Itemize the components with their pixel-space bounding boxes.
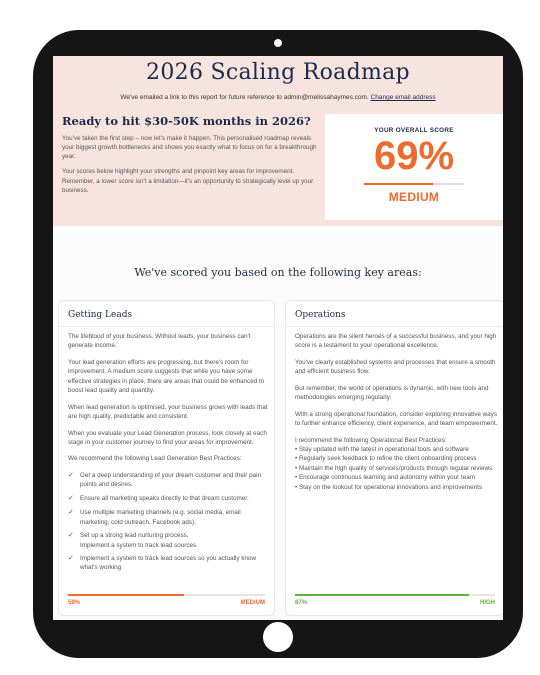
card-score-value: 59% xyxy=(68,600,81,606)
checklist-text: Implement a system to track lead sources so you actually know what's working xyxy=(80,554,257,572)
checklist-text: Use multiple marketing channels (e.g. social media, email marketing, cold outreach, Facebook ads). xyxy=(80,509,241,526)
checklist-text: Ensure all marketing speaks directly to that dream customer. xyxy=(80,494,249,502)
email-notice xyxy=(53,94,503,101)
checkmark-icon: ✓ xyxy=(68,554,74,562)
card-paragraph: You've clearly established systems and processes that ensure a smooth and efficient business flow. xyxy=(295,358,496,376)
bullet-item: • Maintain the high quality of services/products through regular reviews xyxy=(295,464,493,472)
overall-score-label: YOUR OVERALL SCORE xyxy=(374,127,454,134)
card-score-footer xyxy=(68,600,265,606)
page-title: 2026 Scaling Roadmap xyxy=(146,60,410,85)
card-score-bar xyxy=(68,594,265,596)
card-paragraph: We recommend the following Lead Generation Best Practices: xyxy=(68,455,242,463)
overall-score-bar-fill xyxy=(364,183,433,185)
card-paragraph: Your lead generation efforts are progressing, but there's room for improvement. A medium score suggests that while you have some effective strategies in place, there are areas that could be enhanced to boost lead quality and quantity. xyxy=(68,358,265,395)
hero-paragraph: You've taken the first step – now let's make it happen. This personalised roadmap reveals your biggest growth bottlenecks and shows you exactly what to focus on for a breakthrough year. xyxy=(62,135,317,161)
overall-score-card xyxy=(325,114,503,220)
checkmark-icon: ✓ xyxy=(68,471,74,479)
card-paragraph: When you evaluate your Lead Generation process, look closely at each stage in your customer journey to find your areas for improvement. xyxy=(68,429,267,446)
card-score-level: MEDIUM xyxy=(240,600,265,606)
overall-score-value: 69% xyxy=(373,134,455,178)
overall-score-level: MEDIUM xyxy=(388,190,440,204)
bullet-item: • Stay updated with the latest in operational tools and software xyxy=(295,445,469,453)
email-address: admin@melissahaymes.com. xyxy=(283,94,369,101)
checklist-item xyxy=(68,531,268,550)
operations-card xyxy=(285,300,503,616)
card-paragraph: The lifeblood of your business. Without leads, your business can't generate income. xyxy=(68,333,251,350)
card-body xyxy=(68,332,268,577)
hero-intro xyxy=(62,114,322,201)
tablet-frame xyxy=(33,30,523,658)
card-score-level: HIGH xyxy=(480,600,495,606)
card-paragraph: But remember, the world of operations is dynamic, with new tools and methodologies emerging regularly. xyxy=(295,384,489,402)
hero-heading: Ready to hit $30-50K months in 2026? xyxy=(62,114,311,128)
bullet-item: • Regularly seek feedback to refine the client onboarding process xyxy=(295,455,477,463)
email-notice-text: We've emailed a link to this report for future reference to xyxy=(120,94,282,101)
checklist-item xyxy=(68,554,268,573)
home-button[interactable] xyxy=(263,622,293,652)
checkmark-icon: ✓ xyxy=(68,509,74,517)
bullet-item: • Stay on the lookout for operational innovations and improvements xyxy=(295,483,483,491)
report-screen[interactable] xyxy=(53,56,503,620)
checkmark-icon: ✓ xyxy=(68,532,74,540)
report-header xyxy=(53,56,503,226)
list-intro: I recommend the following Operational Best Practices: xyxy=(295,436,447,444)
key-areas-heading: We've scored you based on the following key areas: xyxy=(134,266,422,279)
overall-score-bar xyxy=(364,183,464,185)
checklist-text: Set up a strong lead nurturing process. Implement a system to track lead sources. xyxy=(80,532,198,549)
card-divider xyxy=(286,326,503,327)
hero-paragraph: Your scores below highlight your strengths and pinpoint key areas for improvement. Remember, a lower score isn't a limitation—it's an opportunity to strategically level up your business. xyxy=(62,168,314,194)
card-score-bar-fill xyxy=(295,594,469,596)
checkmark-icon: ✓ xyxy=(68,494,74,502)
card-body xyxy=(295,332,498,492)
getting-leads-card xyxy=(58,300,275,616)
card-paragraph: Operations are the silent heroes of a successful business, and your high score is a testament to your operational excellence. xyxy=(295,333,497,350)
checklist-item xyxy=(68,494,268,505)
card-title: Getting Leads xyxy=(68,310,133,320)
card-paragraph: When lead generation is optimised, your business grows with leads that are high quality, predictable and consistent. xyxy=(68,403,268,421)
card-score-footer xyxy=(295,600,495,606)
card-score-value: 87% xyxy=(295,600,308,606)
card-score-bar xyxy=(295,594,495,596)
card-title: Operations xyxy=(295,310,346,320)
card-divider xyxy=(59,326,274,327)
checklist-item xyxy=(68,471,268,490)
camera-dot xyxy=(274,39,282,47)
change-email-link[interactable]: Change email address xyxy=(370,94,436,101)
card-score-bar-fill xyxy=(68,594,184,596)
checklist-item xyxy=(68,508,268,527)
bullet-item: • Encourage continuous learning and autonomy within your team xyxy=(295,474,476,482)
card-paragraph: With a strong operational foundation, consider exploring innovative ways to further enhance efficiency, client experience, and team empowerment. xyxy=(295,410,498,428)
checklist-text: Get a deep understanding of your dream customer and their pain points and desires. xyxy=(80,471,261,489)
